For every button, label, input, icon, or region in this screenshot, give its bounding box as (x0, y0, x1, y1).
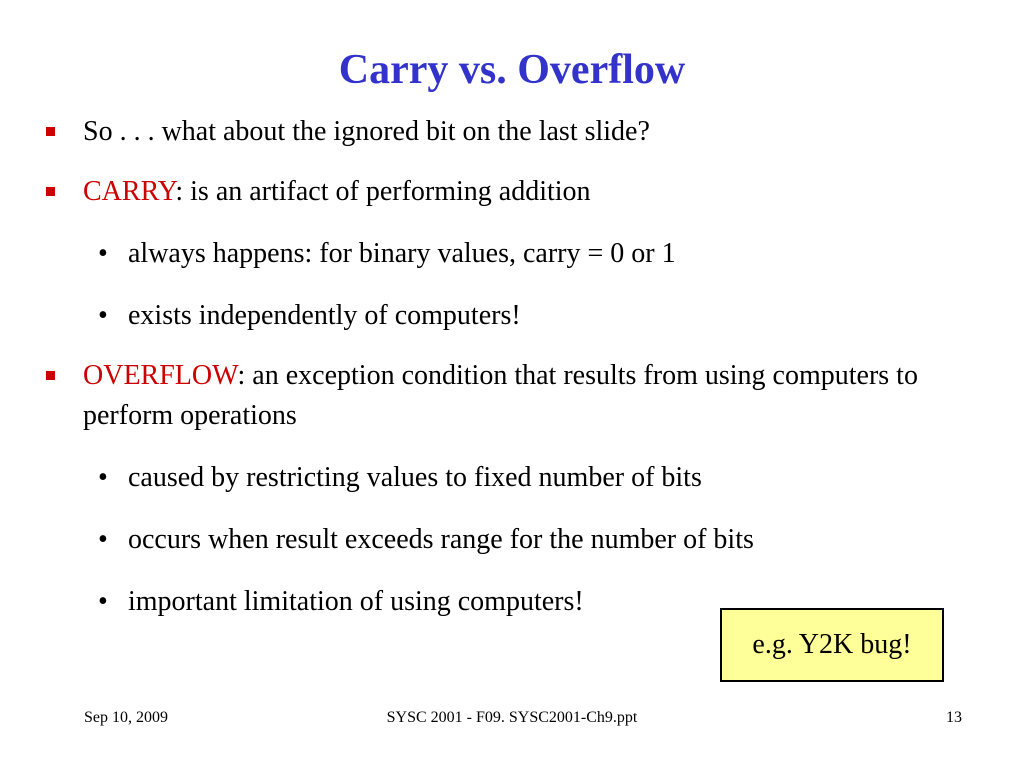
bullet-2 (40, 172, 940, 212)
dot-bullet-icon: • (98, 586, 108, 617)
sub-bullet-3-1-text: caused by restricting values to fixed number of bits (128, 462, 702, 493)
page-number: 13 (946, 709, 962, 726)
dot-bullet-icon: • (98, 462, 108, 493)
footer-date: Sep 10, 2009 (84, 709, 168, 726)
bullet-1-text: So . . . what about the ignored bit on the last slide? (83, 116, 650, 147)
dot-bullet-icon: • (98, 524, 108, 555)
slide-title: Carry vs. Overflow (338, 47, 686, 93)
sub-bullet-2-2-text: exists independently of computers! (128, 300, 521, 331)
bullet-3-text: : an exception condition that results from using computers to perform operations (83, 360, 918, 431)
square-bullet-icon (46, 371, 55, 380)
sub-bullet-3-2-text: occurs when result exceeds range for the number of bits (128, 524, 754, 555)
overflow-keyword: OVERFLOW (83, 360, 238, 391)
carry-keyword: CARRY (83, 176, 176, 207)
callout-box: e.g. Y2K bug! (720, 608, 944, 682)
dot-bullet-icon: • (98, 238, 108, 269)
sub-bullet-3-1 (40, 458, 940, 498)
bullet-2-text: : is an artifact of performing addition (175, 176, 591, 207)
sub-bullet-2-1 (40, 234, 940, 274)
sub-bullet-3-3-text: important limitation of using computers! (128, 586, 584, 617)
bullet-3 (40, 356, 940, 436)
bullet-1 (40, 112, 940, 152)
sub-bullet-2-1-text: always happens: for binary values, carry = 0 or 1 (128, 238, 676, 269)
dot-bullet-icon: • (98, 300, 108, 331)
bullet-list (40, 112, 940, 644)
square-bullet-icon (46, 127, 55, 136)
footer-title: SYSC 2001 - F09. SYSC2001-Ch9.ppt (386, 709, 638, 726)
sub-bullet-3-2 (40, 520, 940, 560)
square-bullet-icon (46, 187, 55, 196)
sub-bullet-2-2 (40, 296, 940, 336)
